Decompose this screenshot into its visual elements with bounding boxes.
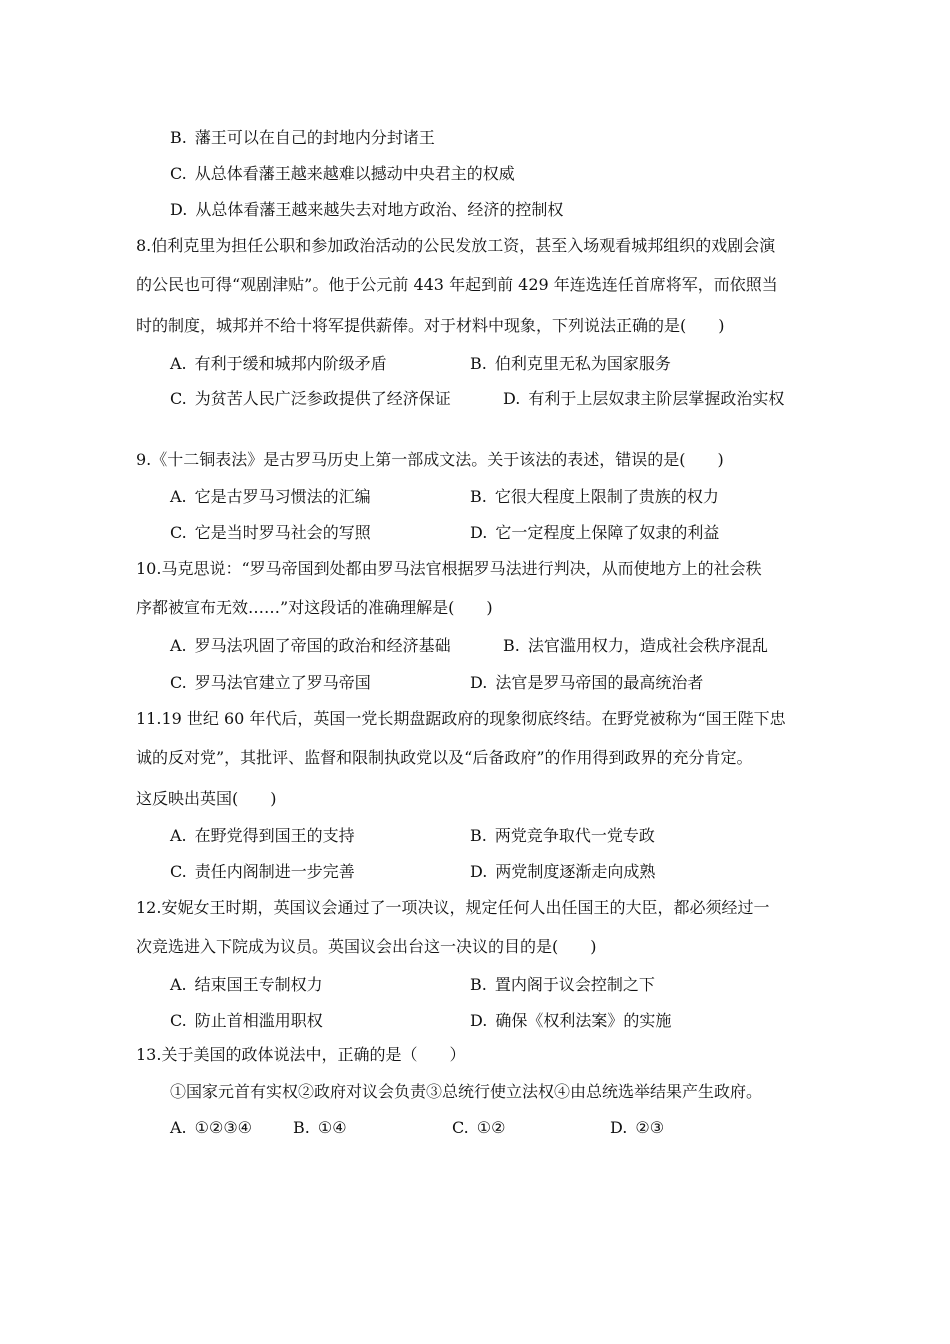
- q8-stem-line-3: 时的制度，城邦并不给十将军提供薪俸。对于材料中现象，下列说法正确的是( ): [136, 316, 725, 335]
- q13-option-c: C. ①②: [452, 1118, 506, 1137]
- q8-option-b: B. 伯利克里无私为国家服务: [470, 354, 671, 373]
- q11-option-a: A. 在野党得到国王的支持: [170, 826, 355, 845]
- q12-option-c: C. 防止首相滥用职权: [170, 1011, 323, 1030]
- q10-stem-line-2: 序都被宣布无效……”对这段话的准确理解是( ): [136, 598, 493, 617]
- q13-option-d: D. ②③: [610, 1118, 665, 1137]
- q8-stem-line-2: 的公民也可得“观剧津贴”。他于公元前 443 年起到前 429 年连选连任首席将军，而依照当: [136, 275, 778, 294]
- q13-stem-line-1: 13.关于美国的政体说法中，正确的是（ ）: [136, 1045, 466, 1064]
- q9-option-c: C. 它是当时罗马社会的写照: [170, 523, 371, 542]
- q12-option-b: B. 置内阁于议会控制之下: [470, 975, 655, 994]
- q11-stem-line-1: 11.19 世纪 60 年代后，英国一党长期盘踞政府的现象彻底终结。在野党被称为“国王陛下忠: [136, 709, 786, 728]
- q11-stem-line-3: 这反映出英国( ): [136, 789, 277, 808]
- q7-option-d: D. 从总体看藩王越来越失去对地方政治、经济的控制权: [170, 200, 564, 219]
- q13-option-a: A. ①②③④: [170, 1118, 253, 1137]
- q13-statements: ①国家元首有实权②政府对议会负责③总统行使立法权④由总统选举结果产生政府。: [170, 1082, 763, 1101]
- q12-option-d: D. 确保《权利法案》的实施: [470, 1011, 672, 1030]
- q11-option-c: C. 责任内阁制进一步完善: [170, 862, 355, 881]
- q10-stem-line-1: 10.马克思说：“罗马帝国到处都由罗马法官根据罗马法进行判决，从而使地方上的社会秩: [136, 559, 762, 578]
- q11-option-d: D. 两党制度逐渐走向成熟: [470, 862, 656, 881]
- q13-option-b: B. ①④: [293, 1118, 347, 1137]
- q12-stem-line-2: 次竞选进入下院成为议员。英国议会出台这一决议的目的是( ): [136, 937, 597, 956]
- q10-option-a: A. 罗马法巩固了帝国的政治和经济基础: [170, 636, 451, 655]
- q10-option-c: C. 罗马法官建立了罗马帝国: [170, 673, 371, 692]
- q8-option-c: C. 为贫苦人民广泛参政提供了经济保证: [170, 389, 451, 408]
- q12-option-a: A. 结束国王专制权力: [170, 975, 323, 994]
- q8-stem-line-1: 8.伯利克里为担任公职和参加政治活动的公民发放工资，甚至入场观看城邦组织的戏剧会演: [136, 236, 776, 255]
- q7-option-c: C. 从总体看藩王越来越难以撼动中央君主的权威: [170, 164, 515, 183]
- q11-stem-line-2: 诚的反对党”，其批评、监督和限制执政党以及“后备政府”的作用得到政界的充分肯定。: [136, 748, 753, 767]
- q10-option-b: B. 法官滥用权力，造成社会秩序混乱: [503, 636, 768, 655]
- q9-option-d: D. 它一定程度上保障了奴隶的利益: [470, 523, 720, 542]
- q8-option-a: A. 有利于缓和城邦内阶级矛盾: [170, 354, 387, 373]
- q9-option-b: B. 它很大程度上限制了贵族的权力: [470, 487, 719, 506]
- q7-option-b: B. 藩王可以在自己的封地内分封诸王: [170, 128, 435, 147]
- q9-option-a: A. 它是古罗马习惯法的汇编: [170, 487, 371, 506]
- q12-stem-line-1: 12.安妮女王时期，英国议会通过了一项决议，规定任何人出任国王的大臣，都必须经过一: [136, 898, 770, 917]
- q8-option-d: D. 有利于上层奴隶主阶层掌握政治实权: [503, 389, 785, 408]
- q9-stem-line-1: 9.《十二铜表法》是古罗马历史上第一部成文法。关于该法的表述，错误的是( ): [136, 450, 724, 469]
- q10-option-d: D. 法官是罗马帝国的最高统治者: [470, 673, 704, 692]
- q11-option-b: B. 两党竞争取代一党专政: [470, 826, 655, 845]
